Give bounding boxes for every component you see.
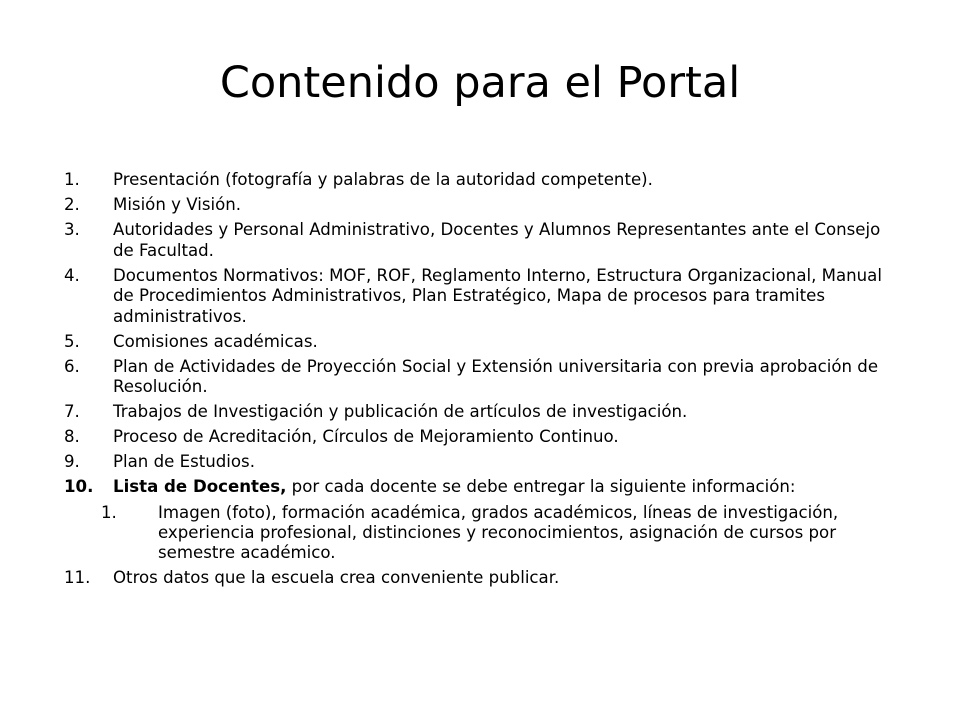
- list-text-9: Plan de Estudios.: [113, 452, 255, 472]
- list-text-2: Misión y Visión.: [113, 195, 242, 215]
- list-item-7: [64, 402, 898, 422]
- list-number-5: 5.: [64, 331, 80, 351]
- list-text-3: Autoridades y Personal Administrativo, Docentes y Alumnos Representantes ante el Consejo de Facultad.: [113, 220, 881, 260]
- subitem-number-1: 1.: [101, 502, 117, 522]
- list-number-6: 6.: [64, 356, 80, 376]
- list-item-5: [64, 332, 898, 352]
- list-item-8: [64, 427, 898, 447]
- list-number-3: 3.: [64, 220, 80, 240]
- subitem-1: [64, 503, 898, 564]
- list-number-1: 1.: [64, 170, 80, 189]
- content-list: [64, 170, 898, 594]
- list-number-4: 4.: [64, 265, 80, 285]
- list-number-8: 8.: [64, 427, 80, 447]
- subitem-text-1: Imagen (foto), formación académica, grados académicos, líneas de investigación, experiencia profesional, distinciones y reconocimientos, asignación de cursos por semestre académico.: [158, 502, 839, 563]
- list-number-2: 2.: [64, 195, 80, 215]
- list-number-9: 9.: [64, 452, 80, 472]
- list-item-11: [64, 568, 898, 588]
- slide-title: Contenido para el Portal: [219, 58, 741, 108]
- list-number-10: 10.: [64, 477, 94, 497]
- list-text-1: Presentación (fotografía y palabras de la autoridad competente).: [113, 170, 653, 189]
- list-number-11: 11.: [64, 568, 91, 588]
- list-item-10: [64, 477, 898, 497]
- list-bold-text-10: Lista de Docentes,: [113, 477, 287, 497]
- list-text-11: Otros datos que la escuela crea conveniente publicar.: [113, 568, 560, 588]
- list-text-10: [113, 477, 898, 497]
- list-item-4: [64, 266, 898, 327]
- list-item-9: [64, 452, 898, 472]
- list-item-1: [64, 170, 898, 190]
- list-regular-text-10: por cada docente se debe entregar la siguiente información:: [286, 477, 796, 497]
- list-item-2: [64, 195, 898, 215]
- list-item-3: [64, 220, 898, 261]
- list-number-7: 7.: [64, 402, 80, 422]
- list-text-5: Comisiones académicas.: [113, 331, 318, 351]
- list-text-6: Plan de Actividades de Proyección Social y Extensión universitaria con previa aprobación de Resolución.: [113, 356, 879, 397]
- list-text-4: Documentos Normativos: MOF, ROF, Reglamento Interno, Estructura Organizacional, Manual de Procedimientos Administrativos, Plan Estratégico, Mapa de procesos para tramites administrativos.: [113, 265, 882, 326]
- list-item-6: [64, 357, 898, 398]
- list-text-8: Proceso de Acreditación, Círculos de Mejoramiento Continuo.: [113, 427, 619, 447]
- list-text-7: Trabajos de Investigación y publicación de artículos de investigación.: [113, 402, 688, 422]
